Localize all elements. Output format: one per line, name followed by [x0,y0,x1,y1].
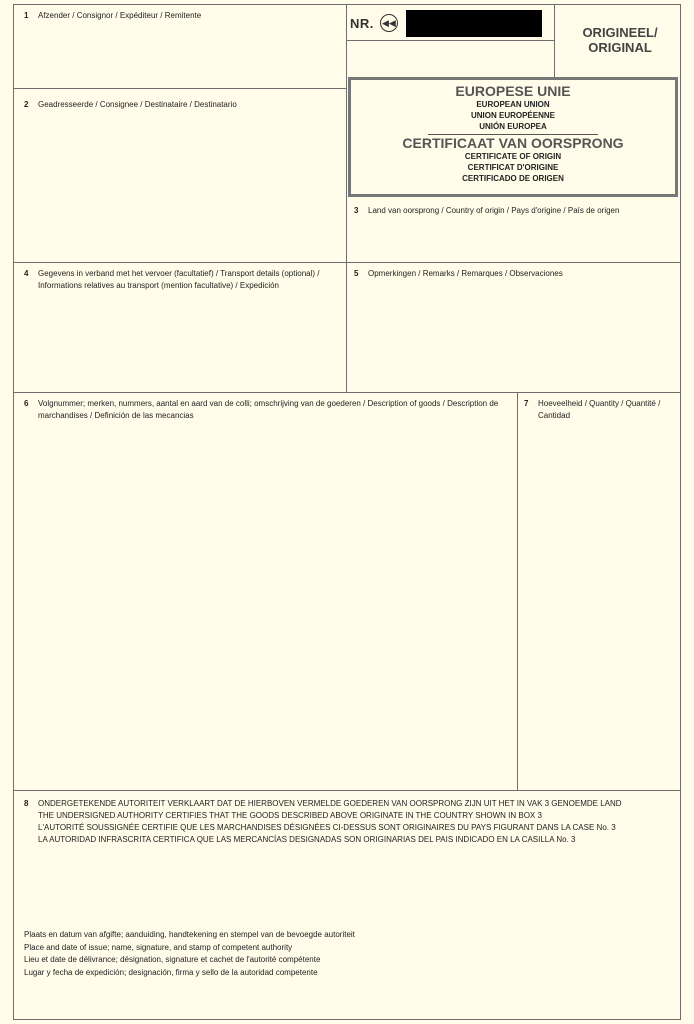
original-line-en: ORIGINAL [588,40,652,55]
redacted-number [406,10,542,37]
box3-label: Land van oorsprong / Country of origin / Pays d'origine / País de origen [368,206,620,215]
box2-label: Geadresseerde / Consignee / Destinataire / Destinatario [38,100,237,109]
original-line-nl: ORIGINEEL/ [582,25,658,40]
box5-remarks[interactable] [354,268,674,280]
declaration-es: LA AUTORIDAD INFRASCRITA CERTIFICA QUE LAS MERCANCÍAS DESIGNADAS SON ORIGINARIAS DEL PAIS INDICADO EN LA CASILLA No. 3 [38,835,576,844]
box2-consignee[interactable] [24,99,334,111]
box7-quantity[interactable] [524,398,674,422]
box8-declaration [24,798,664,846]
cert-title-fr: CERTIFICAT D'ORIGINE [467,163,559,172]
divider-row4 [13,790,681,791]
box3-number: 3 [354,206,359,215]
place-date-signature[interactable] [24,929,524,979]
box6-label-line1: Volgnummer; merken, nummers, aantal en aard van de colli; omschrijving van de goederen / Description of goods / Description de [38,399,499,408]
eu-title-nl: EUROPESE UNIE [455,83,571,99]
double-left-arrow-icon: ◀◀ [380,14,398,32]
box1-number: 1 [24,11,29,20]
divider-nr [346,40,554,41]
declaration-en: THE UNDERSIGNED AUTHORITY CERTIFIES THAT THE GOODS DESCRIBED ABOVE ORIGINATE IN THE COUNTRY SHOWN IN BOX 3 [38,811,542,820]
box5-label: Opmerkingen / Remarks / Remarques / Observaciones [368,269,563,278]
divider-box1-box2 [13,88,347,89]
box2-number: 2 [24,100,29,109]
place-es: Lugar y fecha de expedición; designación, firma y sello de la autoridad competente [24,967,318,977]
eu-title-fr: UNION EUROPÉENNE [470,111,555,120]
box4-number: 4 [24,269,29,278]
original-label [566,25,674,55]
box5-number: 5 [354,269,359,278]
box4-transport-details[interactable] [24,268,344,292]
box6-label-line2: marchandises / Definición de las mecancias [38,411,194,420]
divider-vertical-original [554,4,555,78]
box4-label-line1: Gegevens in verband met het vervoer (facultatief) / Transport details (optional) / [38,269,320,278]
divider-vertical-top [346,4,347,392]
box8-number: 8 [24,799,29,808]
box1-consignor[interactable] [24,10,334,22]
divider-row3 [13,392,681,393]
border-top [13,4,681,5]
box7-label-line2: Cantidad [538,411,571,420]
box3-country-of-origin[interactable] [354,205,674,217]
border-left [13,4,14,1020]
border-right [680,4,681,1020]
box6-description-of-goods[interactable] [24,398,504,422]
place-nl: Plaats en datum van afgifte; aanduiding, handtekening en stempel van de bevoegde autoriteit [24,930,355,939]
cert-title-en: CERTIFICATE OF ORIGIN [464,152,562,161]
border-bottom [13,1019,681,1020]
box4-label-line2: Informations relatives au transport (mention facultative) / Expedición [38,281,280,290]
certificate-number [350,14,398,32]
eu-title-es: UNIÓN EUROPEA [479,122,547,131]
declaration-nl: ONDERGETEKENDE AUTORITEIT VERKLAART DAT DE HIERBOVEN VERMELDE GOEDEREN VAN OORSPRONG ZIJN UIT HET IN VAK 3 GENOEMDE LAND [38,799,622,808]
eu-title-en: EUROPEAN UNION [476,100,550,109]
place-fr: Lieu et date de délivrance; désignation, signature et cachet de l'autorité compétente [24,955,321,964]
title-box [348,77,678,197]
box6-number: 6 [24,399,29,408]
declaration-fr: L'AUTORITÉ SOUSSIGNÉE CERTIFIE QUE LES MARCHANDISES DÉSIGNÉES CI-DESSUS SONT ORIGINAIRES DU PAYS FIGURANT DANS LA CASE No. 3 [38,823,616,832]
cert-title-es: CERTIFICADO DE ORIGEN [462,174,564,183]
nr-label: NR. [350,15,374,31]
divider-vertical-box7 [517,392,518,790]
cert-title-nl: CERTIFICAAT VAN OORSPRONG [402,135,624,151]
divider-row2 [13,262,681,263]
box7-label-line1: Hoeveelheid / Quantity / Quantité / [538,399,661,408]
box1-label: Afzender / Consignor / Expéditeur / Remitente [38,11,202,20]
place-en: Place and date of issue; name, signature, and stamp of competent authority [24,942,293,952]
box7-number: 7 [524,399,529,408]
